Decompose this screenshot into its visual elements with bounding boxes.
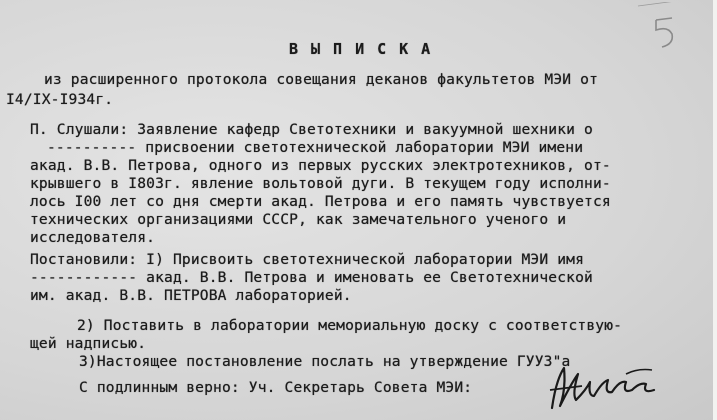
page-edge (713, 0, 717, 420)
heard-line-3: акад. В.В. Петрова, одного из первых русских электротехников, от- (30, 157, 611, 174)
certification-line: С подлинным верно: Уч. Секретарь Совета МЭИ: (79, 379, 473, 396)
resolved-line-1: Постановили: I) Присвоить светотехнической лаборатории МЭИ имя (30, 251, 585, 268)
subtitle-line-2: I4/IX-I934г. (6, 91, 114, 108)
pencil-page-number-mark (636, 2, 716, 62)
resolved-item3-line: 3)Настоящее постановление послать на утверждение ГУУЗ"а (79, 353, 571, 370)
subtitle-line-1: из расширенного протокола совещания деканов факультетов МЭИ от (44, 71, 599, 88)
heard-line-4: крывшего в I803г. явление вольтовой дуги. В текущем году исполни- (30, 175, 611, 192)
resolved-item2-line-2: щей надписью. (30, 335, 147, 352)
handwritten-signature (542, 360, 667, 415)
resolved-line-3: им. акад. В.В. ПЕТРОВА лабораторией. (30, 287, 352, 304)
heard-line-2: ---------- присвоении светотехнической лаборатории МЭИ имени (47, 139, 584, 156)
resolved-item2-line-1: 2) Поставить в лаборатории мемориальную доску с соответствую- (77, 317, 623, 334)
heard-line-1: П. Слушали: Заявление кафедр Светотехники и вакуумной шехники о (30, 121, 593, 138)
heard-line-6: технических организациями СССР, как замечательного ученого и (30, 211, 567, 228)
resolved-line-2: ------------ акад. В.В. Петрова и именовать ее Светотехнической (30, 269, 593, 286)
heard-line-5: лось I00 лет со дня смерти акад. Петрова и его память чувствуется (30, 193, 611, 210)
document-title: ВЫПИСКА (289, 40, 444, 58)
heard-line-7: исследователя. (30, 229, 156, 246)
